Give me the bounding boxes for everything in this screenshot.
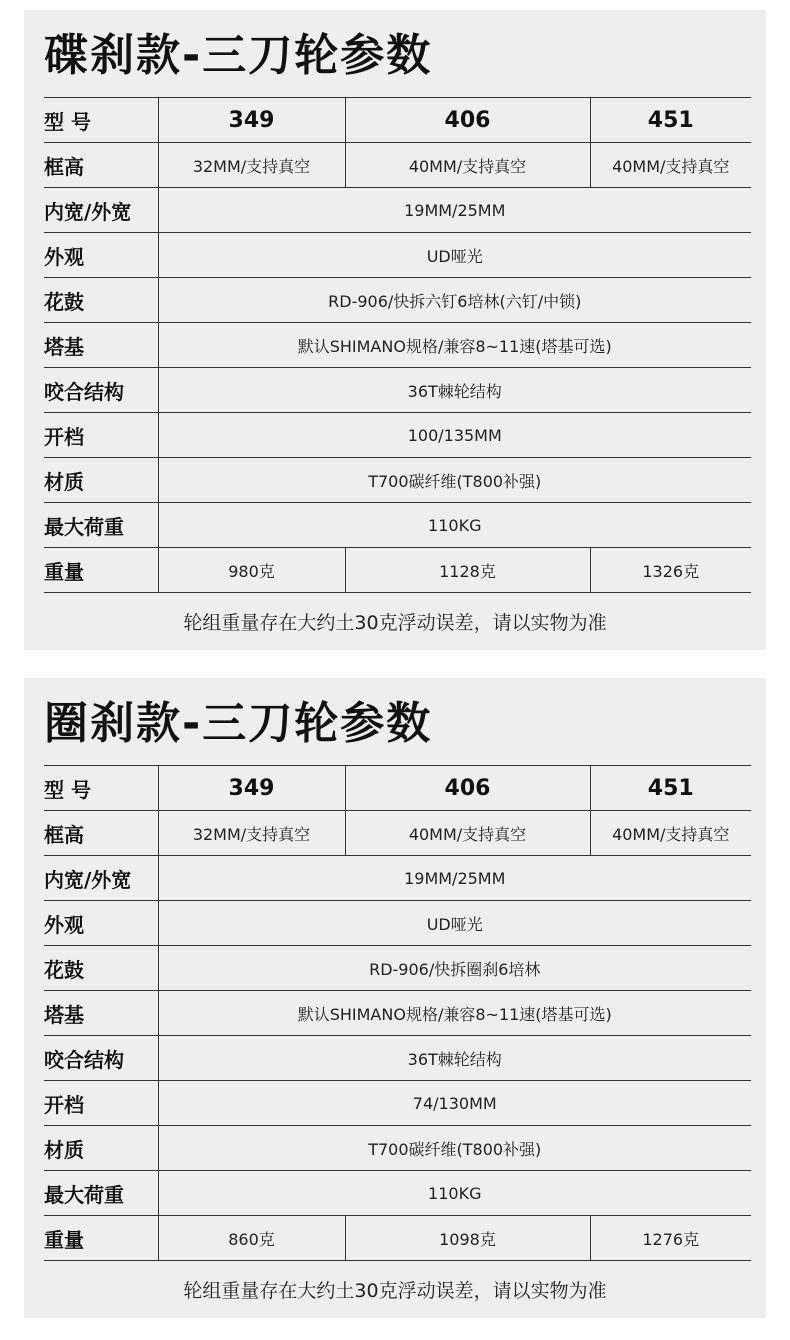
spec-row [44, 901, 751, 946]
spec-value: 349 [158, 98, 345, 143]
spec-value: 860克 [158, 1216, 345, 1261]
spec-row [44, 991, 751, 1036]
spec-label: 框高 [44, 811, 158, 856]
spec-value: 1326克 [590, 548, 751, 593]
spec-row [44, 323, 751, 368]
spec-value: UD哑光 [158, 233, 751, 278]
spec-value: 451 [590, 98, 751, 143]
spec-row [44, 98, 751, 143]
spec-value: 1098克 [345, 1216, 590, 1261]
spec-row [44, 1216, 751, 1261]
spec-value: 980克 [158, 548, 345, 593]
spec-value: T700碳纤维(T800补强) [158, 1126, 751, 1171]
spec-row [44, 143, 751, 188]
spec-row [44, 1126, 751, 1171]
spec-label: 内宽/外宽 [44, 856, 158, 901]
spec-row [44, 278, 751, 323]
spec-value: 40MM/支持真空 [590, 811, 751, 856]
spec-value: 110KG [158, 1171, 751, 1216]
spec-value: 36T棘轮结构 [158, 368, 751, 413]
spec-label: 开档 [44, 1081, 158, 1126]
spec-row [44, 766, 751, 811]
spec-label: 材质 [44, 1126, 158, 1171]
spec-value: 19MM/25MM [158, 188, 751, 233]
spec-value: 349 [158, 766, 345, 811]
spec-value: RD-906/快拆六钉6培林(六钉/中锁) [158, 278, 751, 323]
spec-label: 花鼓 [44, 278, 158, 323]
spec-row [44, 503, 751, 548]
spec-label: 框高 [44, 143, 158, 188]
spec-label: 最大荷重 [44, 1171, 158, 1216]
spec-row [44, 548, 751, 593]
spec-value: 36T棘轮结构 [158, 1036, 751, 1081]
spec-value: 32MM/支持真空 [158, 143, 345, 188]
spec-value: RD-906/快拆圈刹6培林 [158, 946, 751, 991]
rim-brake-spec-panel [24, 678, 766, 1318]
spec-row [44, 458, 751, 503]
spec-value: T700碳纤维(T800补强) [158, 458, 751, 503]
spec-value: 74/130MM [158, 1081, 751, 1126]
rim-spec-table [44, 765, 751, 1261]
spec-value: 19MM/25MM [158, 856, 751, 901]
spec-label: 外观 [44, 233, 158, 278]
rim-weight-note: 轮组重量存在大约土30克浮动误差，请以实物为准 [183, 1280, 607, 1302]
spec-value: 451 [590, 766, 751, 811]
spec-value: 406 [345, 98, 590, 143]
spec-value: 默认SHIMANO规格/兼容8~11速(塔基可选) [158, 323, 751, 368]
spec-value: 110KG [158, 503, 751, 548]
rim-panel-title: 圈刹款-三刀轮参数 [44, 698, 433, 749]
spec-row [44, 233, 751, 278]
spec-label: 咬合结构 [44, 1036, 158, 1081]
disc-brake-spec-panel [24, 10, 766, 650]
spec-value: 40MM/支持真空 [345, 143, 590, 188]
disc-spec-table [44, 97, 751, 593]
spec-value: 406 [345, 766, 590, 811]
spec-row [44, 946, 751, 991]
spec-label: 开档 [44, 413, 158, 458]
spec-label: 花鼓 [44, 946, 158, 991]
disc-weight-note: 轮组重量存在大约土30克浮动误差，请以实物为准 [183, 612, 607, 634]
spec-label: 外观 [44, 901, 158, 946]
spec-row [44, 811, 751, 856]
spec-label: 最大荷重 [44, 503, 158, 548]
spec-label: 重量 [44, 1216, 158, 1261]
spec-label: 内宽/外宽 [44, 188, 158, 233]
spec-label: 型 号 [44, 98, 158, 143]
spec-value: 1128克 [345, 548, 590, 593]
spec-value: 32MM/支持真空 [158, 811, 345, 856]
spec-row [44, 1081, 751, 1126]
spec-row [44, 413, 751, 458]
spec-value: 1276克 [590, 1216, 751, 1261]
spec-value: 40MM/支持真空 [590, 143, 751, 188]
spec-row [44, 856, 751, 901]
spec-row [44, 368, 751, 413]
spec-label: 塔基 [44, 991, 158, 1036]
disc-panel-title: 碟刹款-三刀轮参数 [44, 30, 433, 81]
spec-row [44, 188, 751, 233]
spec-label: 重量 [44, 548, 158, 593]
spec-label: 咬合结构 [44, 368, 158, 413]
spec-row [44, 1171, 751, 1216]
spec-value: 40MM/支持真空 [345, 811, 590, 856]
spec-value: 默认SHIMANO规格/兼容8~11速(塔基可选) [158, 991, 751, 1036]
spec-label: 塔基 [44, 323, 158, 368]
spec-label: 材质 [44, 458, 158, 503]
spec-value: UD哑光 [158, 901, 751, 946]
spec-value: 100/135MM [158, 413, 751, 458]
spec-row [44, 1036, 751, 1081]
spec-label: 型 号 [44, 766, 158, 811]
